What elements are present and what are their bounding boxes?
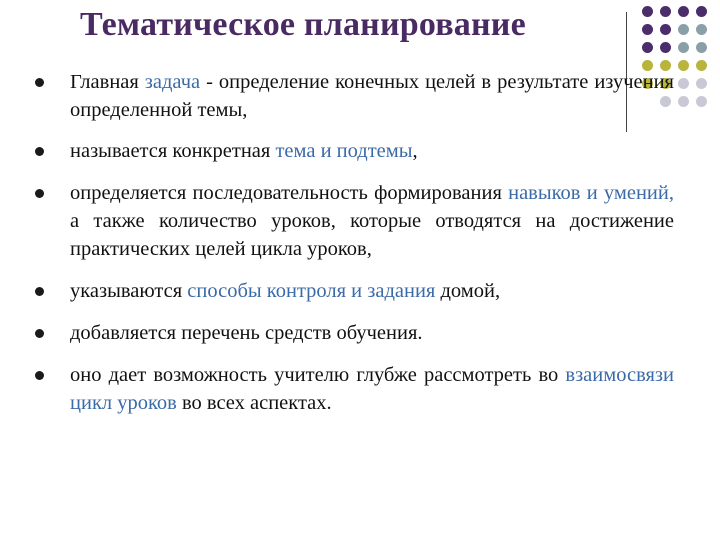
bullet-highlight: тема и подтемы — [275, 140, 413, 162]
bullet-highlight: взаимосвязи цикл уроков — [70, 364, 674, 414]
decor-dot — [660, 6, 671, 17]
slide-title: Тематическое планирование — [80, 6, 526, 43]
decor-dot — [678, 42, 689, 53]
bullet-text: добавляется перечень средств обучения. — [70, 322, 423, 344]
bullet-item — [34, 277, 674, 305]
bullet-text: , — [412, 140, 418, 162]
decor-dot — [642, 42, 653, 53]
decor-dot — [696, 42, 707, 53]
bullet-item — [34, 137, 674, 165]
decor-dot — [678, 24, 689, 35]
decor-dot — [678, 60, 689, 71]
decor-dot — [642, 24, 653, 35]
bullet-list — [34, 68, 674, 417]
decor-dot — [678, 6, 689, 17]
decor-dot — [678, 78, 689, 89]
bullet-highlight: задача — [144, 71, 201, 93]
bullet-text: определяется последовательность формирования — [70, 182, 509, 204]
decor-dot — [678, 96, 689, 107]
bullet-text: Главная — [70, 71, 145, 93]
decor-dot — [642, 6, 653, 17]
bullet-item — [34, 68, 674, 124]
bullet-item — [34, 361, 674, 417]
bullet-text: называется конкретная — [70, 140, 276, 162]
decor-dot — [696, 24, 707, 35]
bullet-text: во всех аспектах. — [176, 392, 332, 414]
decor-dot — [696, 78, 707, 89]
bullet-text: а также количество уроков, которые отводятся на достижение практических целей цикла уроков, — [70, 210, 674, 260]
bullet-highlight: навыков и умений, — [508, 182, 674, 204]
bullet-text: - определение конечных целей в результате изучения определенной темы, — [70, 71, 674, 121]
decor-dot — [660, 24, 671, 35]
decor-dot — [696, 60, 707, 71]
bullet-text: указываются — [70, 280, 188, 302]
bullet-highlight: способы контроля и задания — [187, 280, 436, 302]
decor-dot — [660, 42, 671, 53]
bullet-text: домой, — [435, 280, 501, 302]
bullet-text: оно дает возможность учителю глубже рассмотреть во — [70, 364, 566, 386]
decor-dot — [696, 96, 707, 107]
bullet-item — [34, 179, 674, 263]
decor-dot — [696, 6, 707, 17]
bullet-item — [34, 319, 674, 347]
